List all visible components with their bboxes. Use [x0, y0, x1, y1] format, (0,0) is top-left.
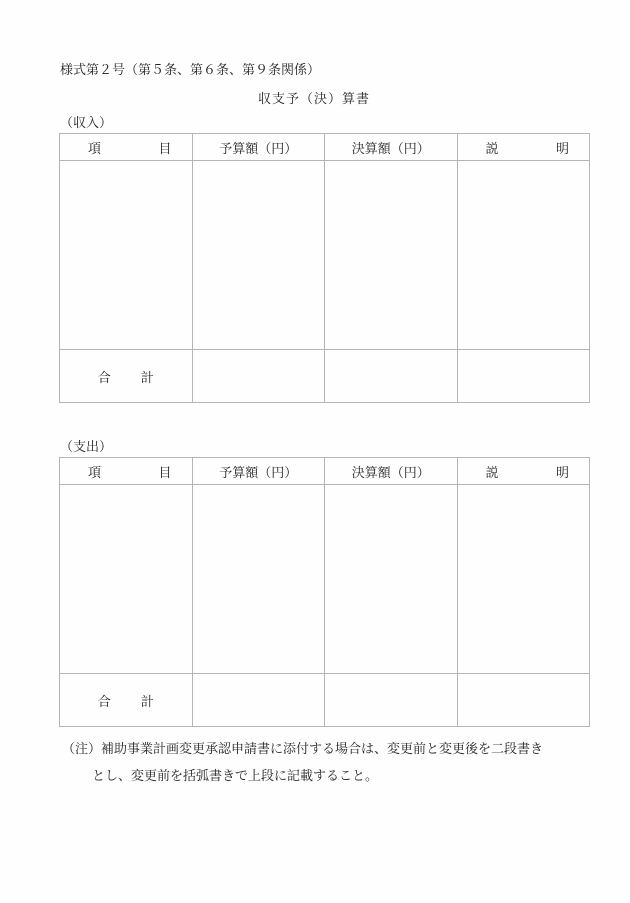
column-header-budget: 予算額（円） [192, 458, 325, 485]
expense-total-settlement[interactable] [325, 674, 458, 727]
income-total-description[interactable] [457, 350, 590, 403]
expense-header-row [60, 458, 590, 485]
expense-total-row [60, 674, 590, 727]
income-total-row [60, 350, 590, 403]
footnote-line-1: （注）補助事業計画変更承認申請書に添付する場合は、変更前と変更後を二段書き [62, 742, 544, 757]
form-number: 様式第２号（第５条、第６条、第９条関係） [60, 63, 321, 78]
column-header-item: 項 目 [60, 458, 193, 485]
income-budget-cell[interactable] [192, 161, 325, 350]
expense-settlement-cell[interactable] [325, 485, 458, 674]
column-header-settlement: 決算額（円） [325, 134, 458, 161]
column-header-settlement: 決算額（円） [325, 458, 458, 485]
expense-total-label: 合 計 [60, 674, 193, 727]
income-total-settlement[interactable] [325, 350, 458, 403]
document-title: 収支予（決）算書 [258, 92, 371, 107]
footnote [62, 736, 543, 790]
income-body-row [60, 161, 590, 350]
expense-item-cell[interactable] [60, 485, 193, 674]
income-total-budget[interactable] [192, 350, 325, 403]
footnote-line-2: とし、変更前を括弧書きで上段に記載すること。 [92, 769, 379, 784]
expense-table [59, 457, 590, 727]
expense-total-description[interactable] [457, 674, 590, 727]
income-item-cell[interactable] [60, 161, 193, 350]
column-header-item: 項 目 [60, 134, 193, 161]
expense-body-row [60, 485, 590, 674]
column-header-description: 説 明 [457, 134, 590, 161]
expense-section-label: （支出） [60, 440, 113, 455]
income-description-cell[interactable] [457, 161, 590, 350]
income-settlement-cell[interactable] [325, 161, 458, 350]
income-total-label: 合 計 [60, 350, 193, 403]
expense-budget-cell[interactable] [192, 485, 325, 674]
expense-description-cell[interactable] [457, 485, 590, 674]
expense-total-budget[interactable] [192, 674, 325, 727]
column-header-budget: 予算額（円） [192, 134, 325, 161]
column-header-description: 説 明 [457, 458, 590, 485]
income-table [59, 133, 590, 403]
income-header-row [60, 134, 590, 161]
income-section-label: （収入） [60, 116, 113, 131]
